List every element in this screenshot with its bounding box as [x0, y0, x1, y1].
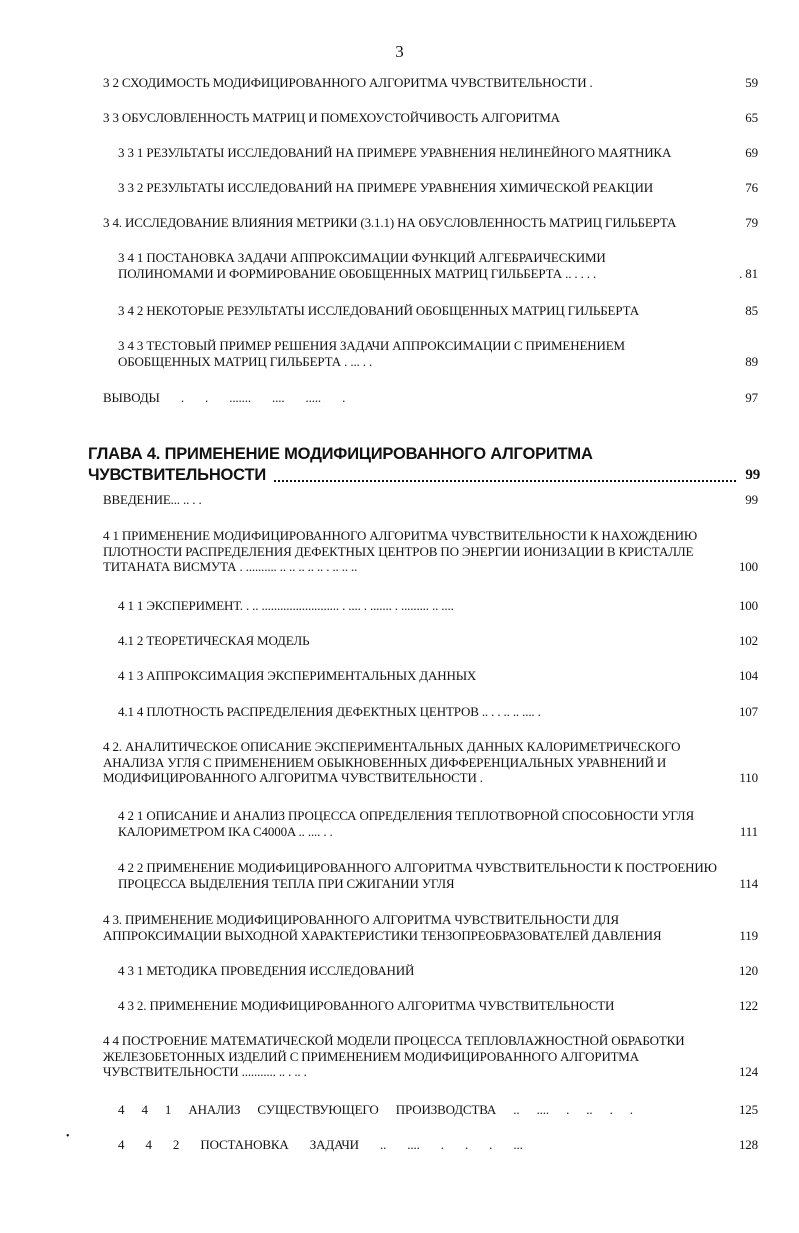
toc-entry-title: 3 2 СХОДИМОСТЬ МОДИФИЦИРОВАННОГО АЛГОРИТМА ЧУВСТВИТЕЛЬНОСТИ . — [103, 75, 593, 90]
toc-entry-page: 104 — [738, 668, 758, 683]
toc-entry-page: 111 — [739, 823, 758, 839]
toc-entry-introduction — [103, 492, 758, 508]
toc-entry-page: 120 — [738, 963, 758, 978]
chapter-heading — [88, 444, 760, 486]
toc-entry-title: 3 4 1 ПОСТАНОВКА ЗАДАЧИ АППРОКСИМАЦИИ ФУНКЦИЙ АЛГЕБРАИЧЕСКИМИ ПОЛИНОМАМИ И ФОРМИРОВАНИЕ ОБОБЩЕННЫХ МАТРИЦ ГИЛЬБЕРТА .. . . . . — [118, 250, 606, 281]
toc-entry-3-4 — [103, 215, 758, 231]
toc-entry-title: 4 4 ПОСТРОЕНИЕ МАТЕМАТИЧЕСКОЙ МОДЕЛИ ПРОЦЕССА ТЕПЛОВЛАЖНОСТНОЙ ОБРАБОТКИ ЖЕЛЕЗОБЕТОННЫХ ИЗДЕЛИЙ С ПРИМЕНЕНИЕМ МОДИФИЦИРОВАННОГО АЛГОРИТМА ЧУВСТВИТЕЛЬНОСТИ ........... .. . .. . — [103, 1033, 685, 1079]
toc-entry-4-2 — [103, 739, 758, 786]
toc-entry-title: 4 4 1 АНАЛИЗ СУЩЕСТВУЮЩЕГО ПРОИЗВОДСТВА .. .... . .. . . — [118, 1102, 633, 1117]
toc-entry-4-4-1 — [118, 1102, 758, 1118]
toc-entry-3-4-2 — [118, 303, 758, 319]
toc-entry-title: 3 3 2 РЕЗУЛЬТАТЫ ИССЛЕДОВАНИЙ НА ПРИМЕРЕ УРАВНЕНИЯ ХИМИЧЕСКОЙ РЕАКЦИИ — [118, 180, 653, 195]
toc-entry-page: 124 — [738, 1064, 758, 1079]
toc-entry-title: 4 1 3 АППРОКСИМАЦИЯ ЭКСПЕРИМЕНТАЛЬНЫХ ДАННЫХ — [118, 668, 477, 683]
toc-entry-4-3-2 — [118, 998, 758, 1014]
toc-entry-3-3-2 — [118, 180, 758, 196]
toc-entry-4-3 — [103, 912, 758, 943]
toc-entry-page: 97 — [745, 390, 758, 405]
toc-entry-page: 100 — [738, 598, 758, 613]
dot-leader — [274, 480, 736, 482]
toc-entry-page: 100 — [738, 559, 758, 574]
chapter-title-line2: ЧУВСТВИТЕЛЬНОСТИ — [88, 466, 267, 484]
toc-entry-title: 4 1 ПРИМЕНЕНИЕ МОДИФИЦИРОВАННОГО АЛГОРИТМА ЧУВСТВИТЕЛЬНОСТИ К НАХОЖДЕНИЮ ПЛОТНОСТИ РАСПРЕДЕЛЕНИЯ ДЕФЕКТНЫХ ЦЕНТРОВ ПО ЭНЕРГИИ ИОНИЗАЦИИ В КРИСТАЛЛЕ ТИТАНАТА ВИСМУТА . .......... .. .. .. .. .. . .. .. .. — [103, 528, 698, 574]
toc-entry-4-4-2 — [118, 1137, 758, 1153]
toc-entry-4-1-2 — [118, 633, 758, 649]
toc-entry-title: 4 1 1 ЭКСПЕРИМЕНТ. . .. ......................... . .... . ....... . ......... .. .... — [118, 598, 454, 613]
toc-entry-title: 3 4 3 ТЕСТОВЫЙ ПРИМЕР РЕШЕНИЯ ЗАДАЧИ АППРОКСИМАЦИИ С ПРИМЕНЕНИЕМ ОБОБЩЕННЫХ МАТРИЦ ГИЛЬБЕРТА . ... . . — [118, 338, 625, 369]
toc-entry-title: 4.1 2 ТЕОРЕТИЧЕСКАЯ МОДЕЛЬ — [118, 633, 310, 648]
toc-entry-title: 4 3. ПРИМЕНЕНИЕ МОДИФИЦИРОВАННОГО АЛГОРИТМА ЧУВСТВИТЕЛЬНОСТИ ДЛЯ АППРОКСИМАЦИИ ВЫХОДНОЙ ХАРАКТЕРИСТИКИ ТЕНЗОПРЕОБРАЗОВАТЕЛЕЙ ДАВЛЕНИЯ — [103, 912, 662, 943]
toc-entry-title: 3 3 ОБУСЛОВЛЕННОСТЬ МАТРИЦ И ПОМЕХОУСТОЙЧИВОСТЬ АЛГОРИТМА — [103, 110, 560, 125]
toc-entry-page: 102 — [738, 633, 758, 648]
toc-entry-page: 128 — [738, 1137, 758, 1152]
toc-entry-page: 89 — [745, 353, 758, 369]
toc-entry-page: 76 — [745, 180, 758, 195]
toc-entry-page: 114 — [739, 875, 758, 891]
toc-entry-title: 3 3 1 РЕЗУЛЬТАТЫ ИССЛЕДОВАНИЙ НА ПРИМЕРЕ УРАВНЕНИЯ НЕЛИНЕЙНОГО МАЯТНИКА — [118, 145, 672, 160]
toc-entry-4-1-1 — [118, 598, 758, 614]
toc-entry-page: 110 — [739, 770, 758, 785]
toc-entry-page: 107 — [738, 704, 758, 719]
toc-entry-4-3-1 — [118, 963, 758, 979]
toc-entry-3-4-1 — [118, 250, 758, 281]
stray-mark: • — [66, 1131, 70, 1142]
chapter-page: 99 — [745, 467, 760, 483]
toc-entry-page: 99 — [745, 492, 758, 507]
toc-entry-title: 4 4 2 ПОСТАНОВКА ЗАДАЧИ .. .... . . . ... — [118, 1137, 523, 1152]
toc-entry-4-1-4 — [118, 704, 758, 720]
toc-entry-title: 4 2. АНАЛИТИЧЕСКОЕ ОПИСАНИЕ ЭКСПЕРИМЕНТАЛЬНЫХ ДАННЫХ КАЛОРИМЕТРИЧЕСКОГО АНАЛИЗА УГЛЯ С ПРИМЕНЕНИЕМ ОБЫКНОВЕННЫХ ДИФФЕРЕНЦИАЛЬНЫХ УРАВНЕНИЙ И МОДИФИЦИРОВАННОГО АЛГОРИТМА ЧУВСТВИТЕЛЬНОСТИ . — [103, 739, 681, 785]
toc-entry-3-4-3 — [118, 338, 758, 369]
toc-entry-page: 122 — [738, 998, 758, 1013]
toc-entry-title: ВЫВОДЫ . . ....... .... ..... . — [103, 390, 346, 405]
toc-entry-page: 119 — [739, 927, 758, 943]
toc-entry-4-2-1 — [118, 808, 758, 839]
toc-entry-title: 4 3 2. ПРИМЕНЕНИЕ МОДИФИЦИРОВАННОГО АЛГОРИТМА ЧУВСТВИТЕЛЬНОСТИ — [118, 998, 615, 1013]
toc-entry-page: 125 — [738, 1102, 758, 1117]
toc-entry-4-1-3 — [118, 668, 758, 684]
toc-entry-title: 3 4 2 НЕКОТОРЫЕ РЕЗУЛЬТАТЫ ИССЛЕДОВАНИЙ ОБОБЩЕННЫХ МАТРИЦ ГИЛЬБЕРТА — [118, 303, 639, 318]
chapter-title-line1: ГЛАВА 4. ПРИМЕНЕНИЕ МОДИФИЦИРОВАННОГО АЛГОРИТМА — [88, 445, 593, 463]
toc-entry-4-1 — [103, 528, 758, 575]
toc-entry-page: 59 — [745, 75, 758, 90]
toc-entry-page: 85 — [745, 303, 758, 318]
toc-entry-3-3 — [103, 110, 758, 126]
page-number: 3 — [395, 42, 404, 61]
toc-entry-title: ВВЕДЕНИЕ... .. . . — [103, 492, 202, 507]
toc-entry-3-3-1 — [118, 145, 758, 161]
toc-entry-3-2 — [103, 75, 758, 91]
toc-entry-page: 79 — [745, 215, 758, 230]
toc-entry-4-4 — [103, 1033, 758, 1080]
toc-entry-title: 4 2 2 ПРИМЕНЕНИЕ МОДИФИЦИРОВАННОГО АЛГОРИТМА ЧУВСТВИТЕЛЬНОСТИ К ПОСТРОЕНИЮ ПРОЦЕССА ВЫДЕЛЕНИЯ ТЕПЛА ПРИ СЖИГАНИИ УГЛЯ — [118, 860, 717, 891]
toc-entry-title: 4 2 1 ОПИСАНИЕ И АНАЛИЗ ПРОЦЕССА ОПРЕДЕЛЕНИЯ ТЕПЛОТВОРНОЙ СПОСОБНОСТИ УГЛЯ КАЛОРИМЕТРОМ IKA C4000A .. .... . . — [118, 808, 694, 839]
toc-entry-page: 69 — [745, 145, 758, 160]
toc-entry-title: 4 3 1 МЕТОДИКА ПРОВЕДЕНИЯ ИССЛЕДОВАНИЙ — [118, 963, 415, 978]
toc-entry-page: . 81 — [739, 265, 758, 281]
toc-entry-title: 4.1 4 ПЛОТНОСТЬ РАСПРЕДЕЛЕНИЯ ДЕФЕКТНЫХ ЦЕНТРОВ .. . . .. .. .... . — [118, 704, 541, 719]
toc-entry-page: 65 — [745, 110, 758, 125]
toc-entry-4-2-2 — [118, 860, 758, 891]
toc-entry-title: 3 4. ИССЛЕДОВАНИЕ ВЛИЯНИЯ МЕТРИКИ (3.1.1) НА ОБУСЛОВЛЕННОСТЬ МАТРИЦ ГИЛЬБЕРТА — [103, 215, 677, 230]
toc-entry-conclusions — [103, 390, 758, 406]
